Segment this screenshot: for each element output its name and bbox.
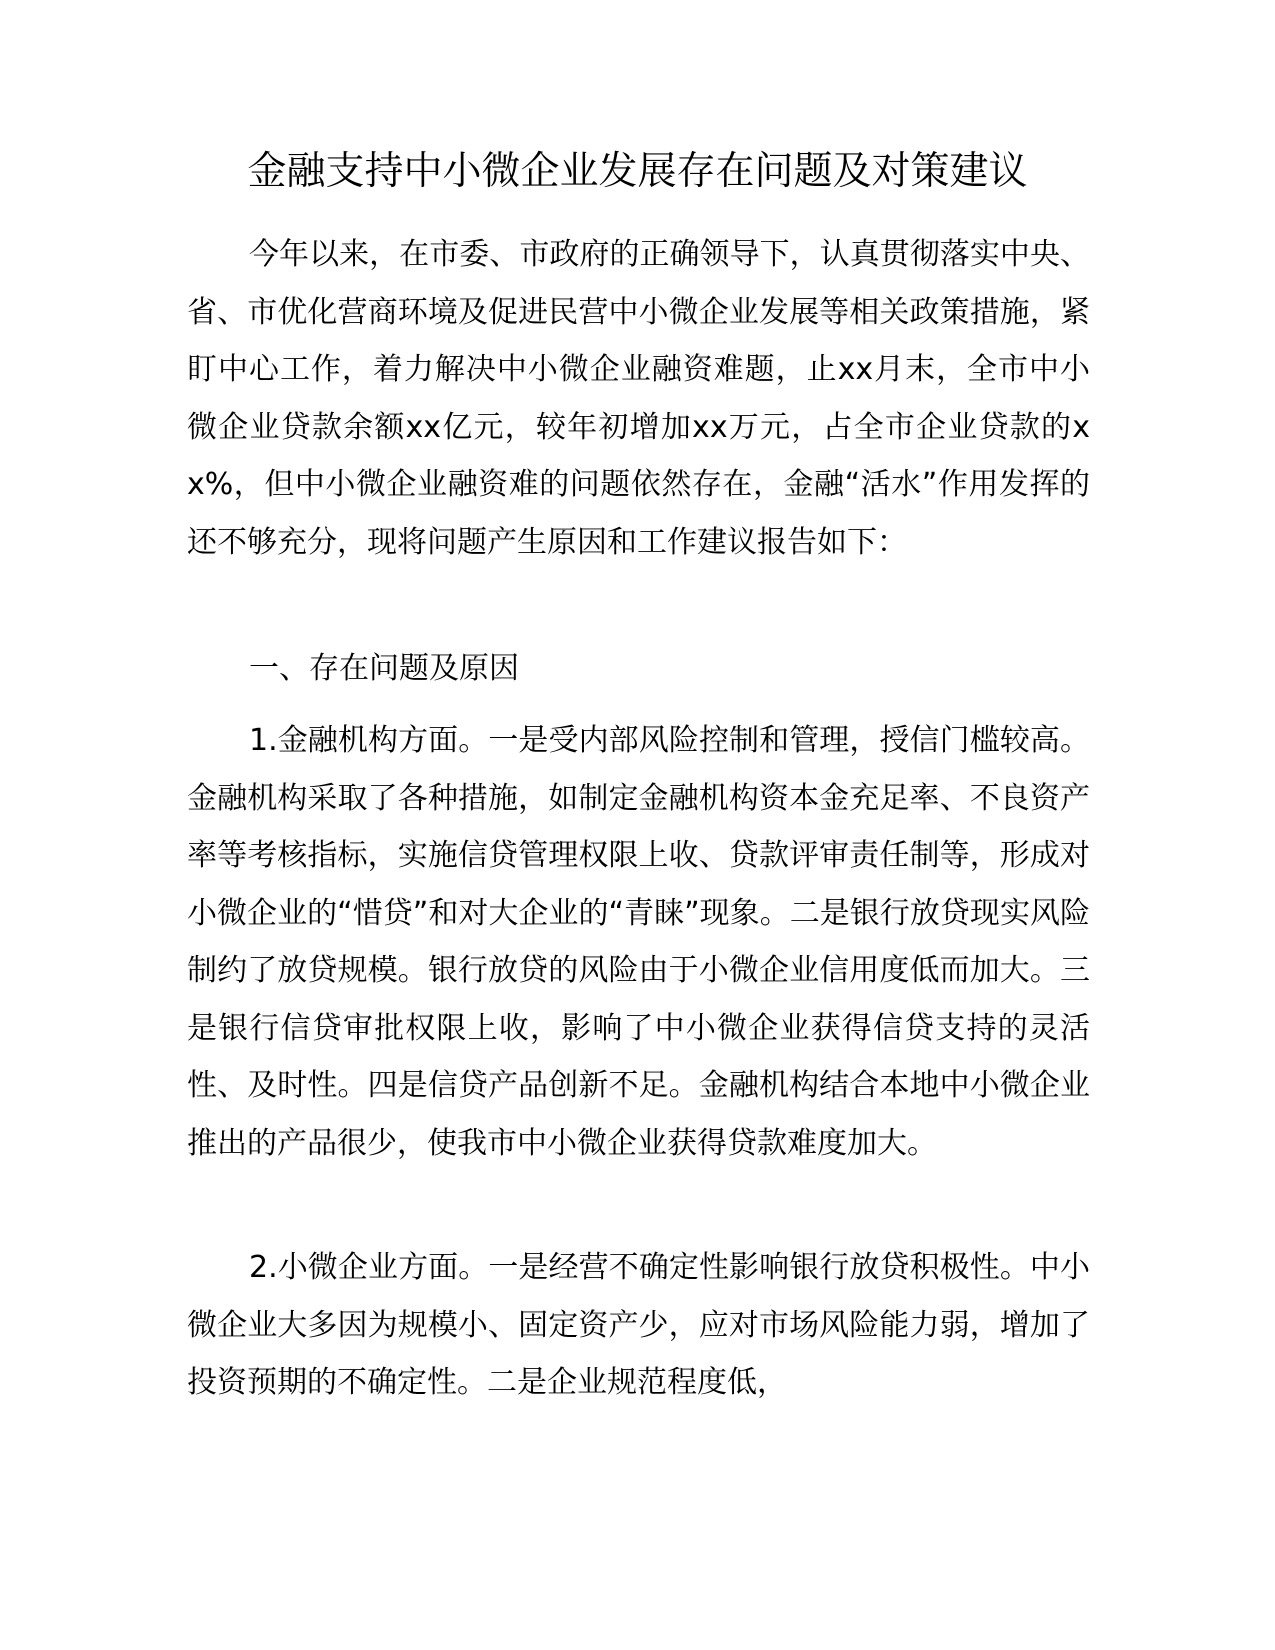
intro-paragraph: 今年以来，在市委、市政府的正确领导下，认真贯彻落实中央、省、市优化营商环境及促进民营中小微企业发展等相关政策措施，紧盯中心工作，着力解决中小微企业融资难题，止xx月末，全市中小微企业贷款余额xx亿元，较年初增加xx万元，占全市企业贷款的xx%，但中小微企业融资难的问题依然存在，金融“活水”作用发挥的还不够充分，现将问题产生原因和工作建议报告如下： — [187, 237, 1090, 560]
financial-institutions-paragraph: 1.金融机构方面。一是受内部风险控制和管理，授信门槛较高。金融机构采取了各种措施，如制定金融机构资本金充足率、不良资产率等考核指标，实施信贷管理权限上收、贷款评审责任制等，形成对小微企业的“惜贷”和对大企业的“青睐”现象。二是银行放贷现实风险制约了放贷规模。银行放贷的风险由于小微企业信用度低而加大。三是银行信贷审批权限上收，影响了中小微企业获得信贷支持的灵活性、及时性。四是信贷产品创新不足。金融机构结合本地中小微企业推出的产品很少，使我市中小微企业获得贷款难度加大。 — [187, 723, 1090, 1161]
small-enterprises-paragraph: 2.小微企业方面。一是经营不确定性影响银行放贷积极性。中小微企业大多因为规模小、固定资产少，应对市场风险能力弱，增加了投资预期的不确定性。二是企业规范程度低， — [187, 1250, 1090, 1400]
section-heading: 一、存在问题及原因 — [249, 651, 519, 686]
document-title: 金融支持中小微企业发展存在问题及对策建议 — [247, 149, 1028, 194]
